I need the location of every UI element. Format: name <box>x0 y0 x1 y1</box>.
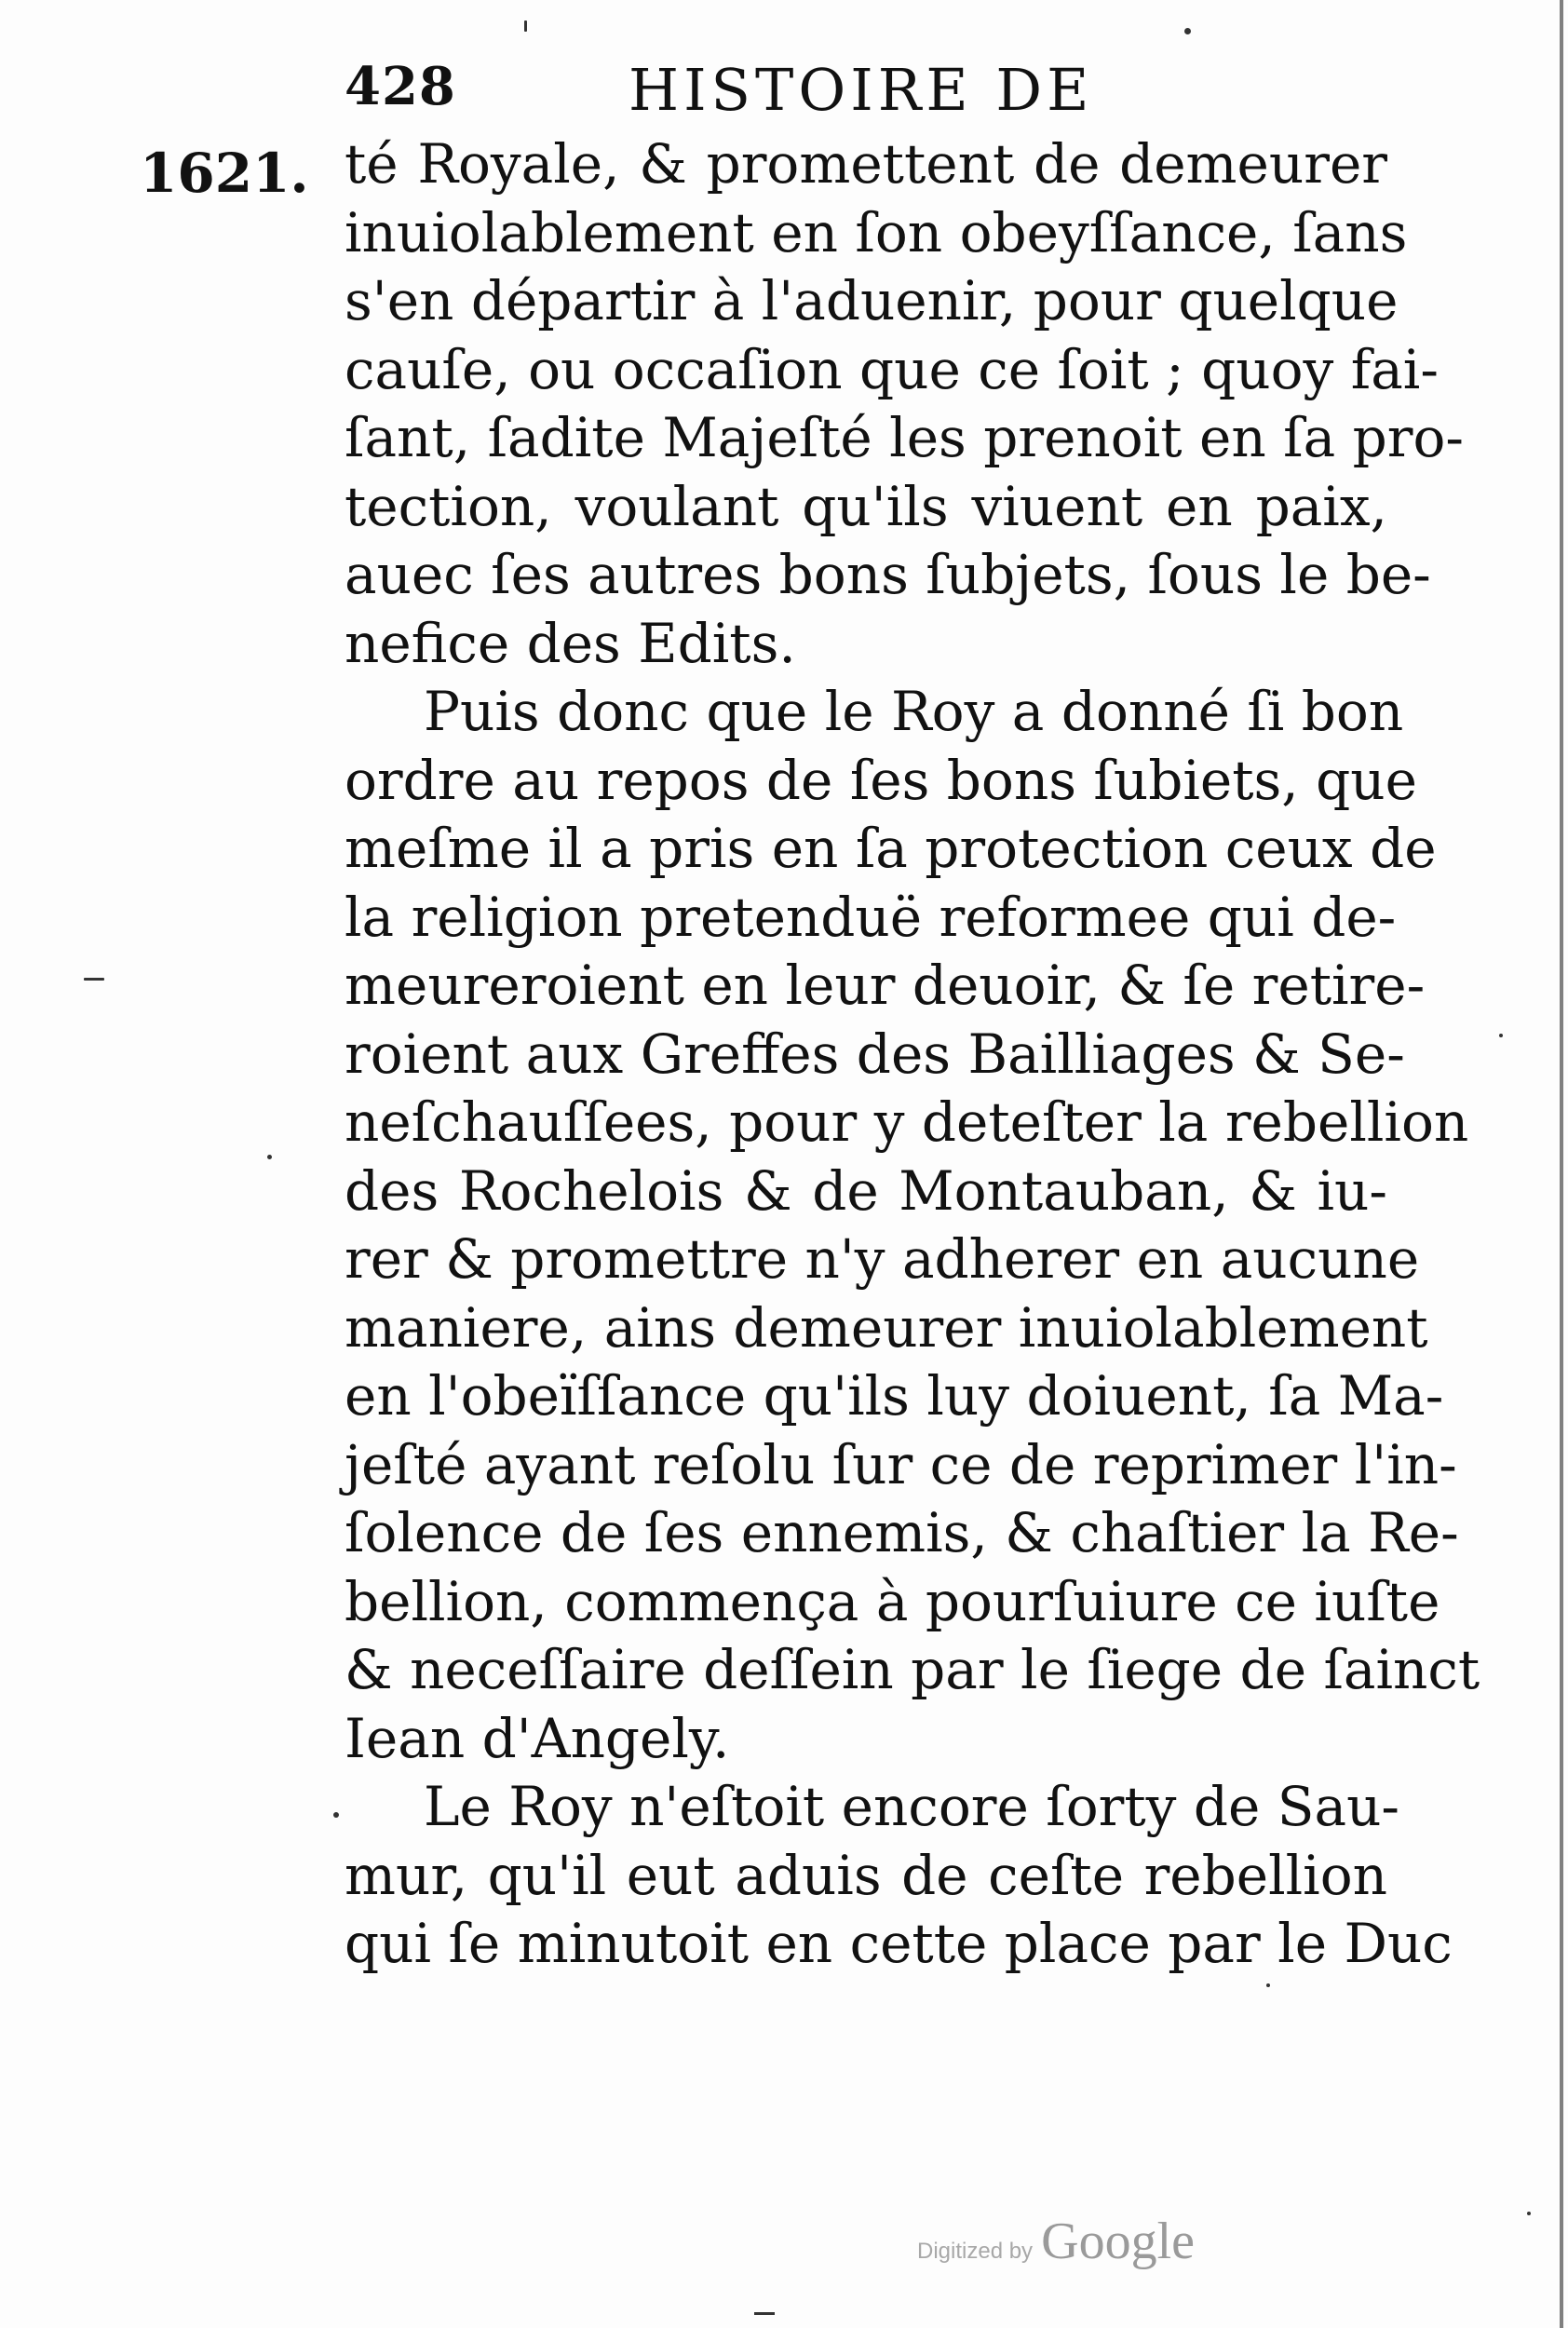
text-line: inuiolablement en ſon obeyſſance, ſans <box>345 200 1408 264</box>
ink-speck <box>267 1155 272 1159</box>
ink-speck <box>1184 28 1191 34</box>
text-line: meſme il a pris en ſa protection ceux de <box>345 817 1437 880</box>
text-line: té Royale, & promettent de demeurer <box>345 132 1387 196</box>
text-line: nefice des Edits. <box>345 611 796 675</box>
paragraph-2 <box>345 678 1480 1773</box>
margin-year-note: 1621. <box>140 142 309 205</box>
text-line: & neceſſaire deſſein par le ſiege de ſainct <box>345 1638 1480 1701</box>
ink-speck <box>84 978 104 981</box>
text-line: roient aux Greffes des Bailliages & Se- <box>345 1022 1405 1086</box>
text-line: en l'obeïſſance qu'ils luy doiuent, ſa Ma- <box>345 1364 1444 1428</box>
text-line: tection, voulant qu'ils viuent en paix, <box>345 474 1387 538</box>
ink-speck <box>524 20 527 32</box>
page-number: 428 <box>345 56 456 117</box>
text-line: cauſe, ou occaſion que ce ſoit ; quoy fai- <box>345 337 1439 401</box>
text-line: maniere, ains demeurer inuiolablement <box>345 1295 1428 1360</box>
watermark-prefix: Digitized by <box>917 2239 1034 2264</box>
google-logo: Google <box>1041 2213 1196 2270</box>
text-line: jeſté ayant reſolu ſur ce de reprimer l'in- <box>345 1432 1457 1496</box>
text-line: Le Roy n'eſtoit encore ſorty de Sau- <box>424 1775 1400 1838</box>
digitized-watermark <box>917 2212 1252 2286</box>
ink-speck <box>1266 1983 1270 1987</box>
text-line: Iean d'Angely. <box>345 1706 730 1770</box>
ink-speck <box>333 1812 339 1818</box>
text-line: des Rochelois & de Montauban, & iu- <box>345 1158 1387 1223</box>
text-line: bellion, commença à pourſuiure ce iuſte <box>345 1569 1440 1633</box>
ink-speck <box>1499 1034 1503 1037</box>
text-line: ſolence de ſes ennemis, & chaſtier la Re- <box>345 1501 1459 1564</box>
text-line: ordre au repos de ſes bons ſubiets, que <box>345 748 1417 812</box>
text-line: mur, qu'il eut aduis de ceſte rebellion <box>345 1843 1387 1907</box>
text-line: auec ſes autres bons ſubjets, ſous le be- <box>345 543 1431 606</box>
text-line: Puis donc que le Roy a donné ſi bon <box>424 680 1404 743</box>
page-header <box>335 56 1173 130</box>
text-line: qui ſe minutoit en cette place par le Duc <box>345 1912 1453 1975</box>
paragraph-3 <box>345 1773 1453 1979</box>
running-title: HISTOIRE DE <box>629 56 1094 124</box>
page-edge-shadow <box>1560 0 1563 2328</box>
text-line: rer & promettre n'y adherer en aucune <box>345 1227 1420 1291</box>
text-line: s'en départir à l'aduenir, pour quelque <box>345 269 1399 332</box>
ink-speck <box>1527 2212 1531 2215</box>
text-line: meureroient en leur deuoir, & ſe retire- <box>345 954 1426 1017</box>
text-line: ſant, ſadite Majeſté les prenoit en ſa pro- <box>345 406 1464 469</box>
ink-dash <box>754 2312 775 2315</box>
paragraph-1 <box>345 130 1464 678</box>
body-text <box>345 130 1480 1979</box>
text-line: neſchauſſees, pour y deteſter la rebellion <box>345 1090 1469 1154</box>
text-line: la religion pretenduë reformee qui de- <box>345 885 1397 949</box>
